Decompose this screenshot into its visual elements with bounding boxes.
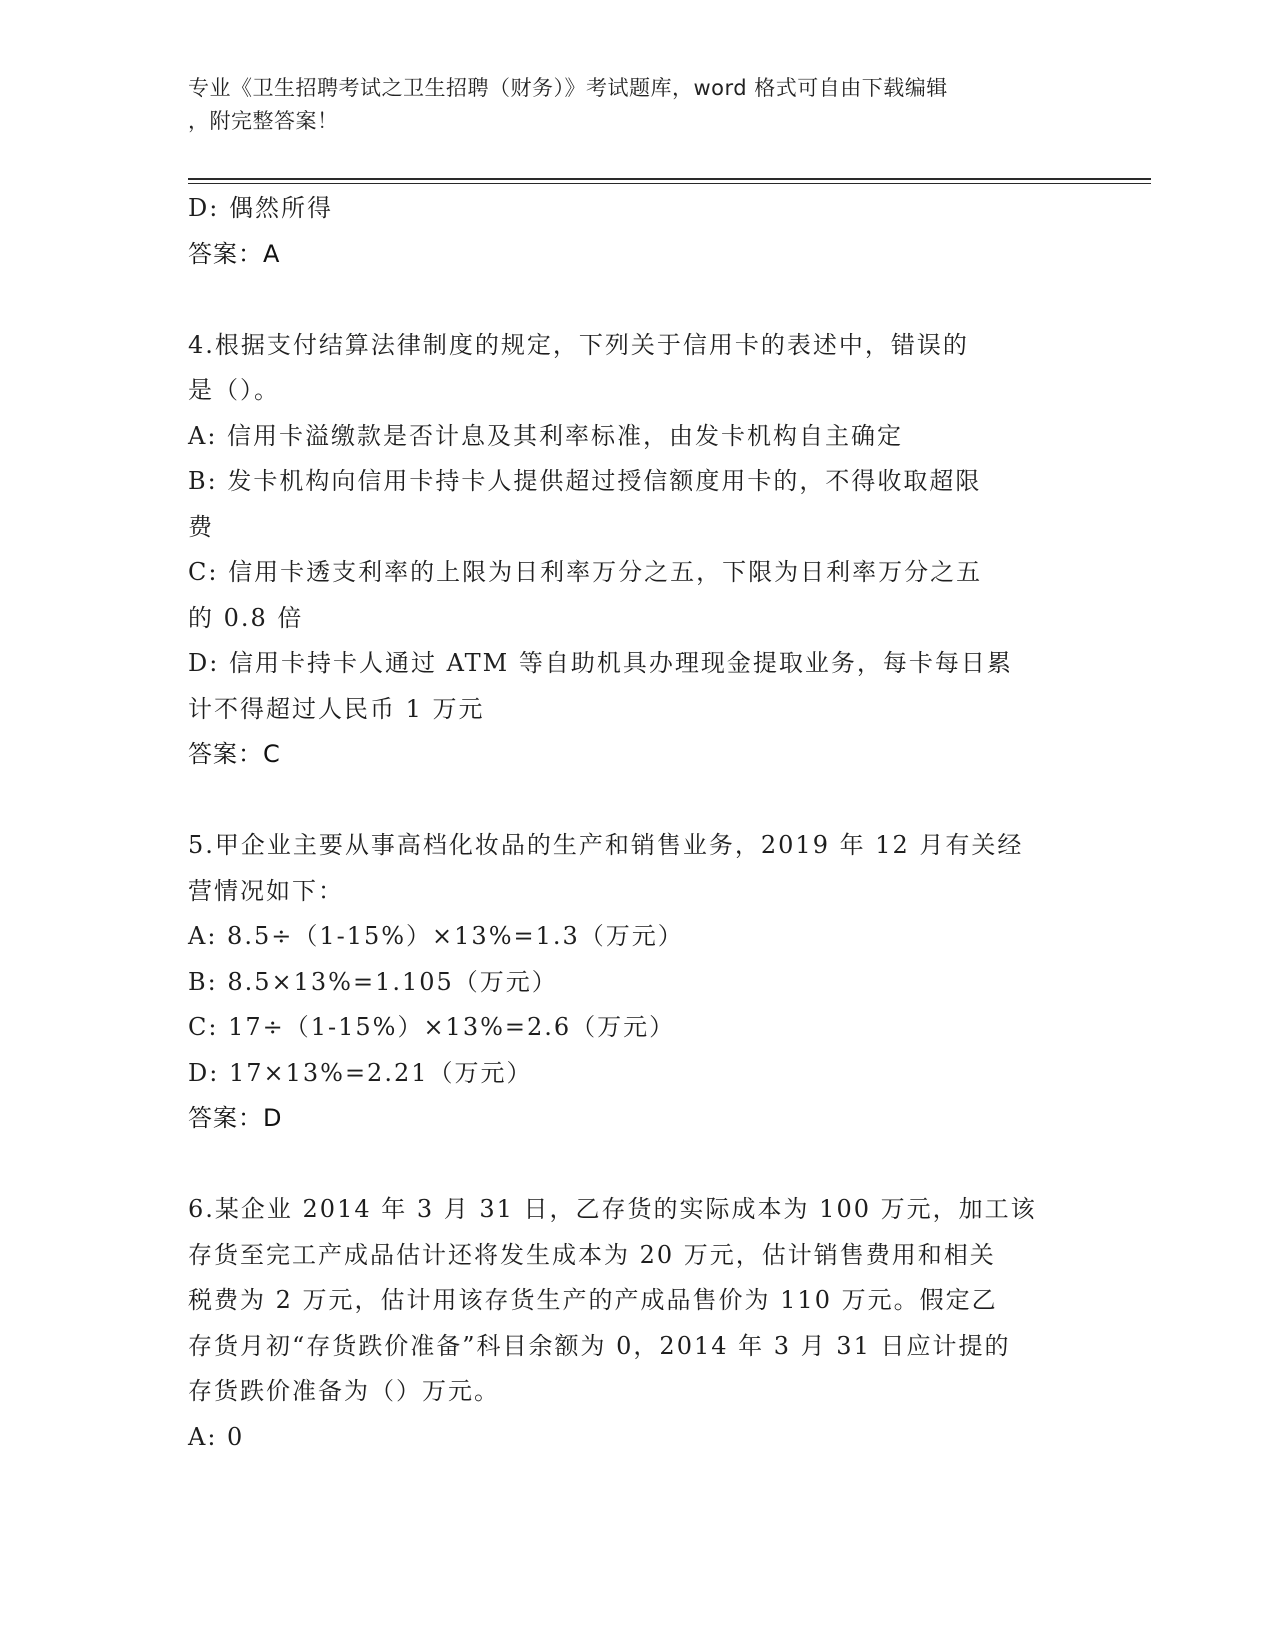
question-5 bbox=[188, 823, 1088, 1142]
q4-option-b-line-1: B: 发卡机构向信用卡持卡人提供超过授信额度用卡的，不得收取超限 bbox=[188, 467, 982, 495]
q4-option-a: A: 信用卡溢缴款是否计息及其利率标准，由发卡机构自主确定 bbox=[188, 421, 904, 450]
q6-stem-line-4: 存货月初“存货跌价准备”科目余额为 0，2014 年 3 月 31 日应计提的 bbox=[188, 1331, 1011, 1360]
header-title-line-1: 专业《卫生招聘考试之卫生招聘（财务）》考试题库，word 格式可自由下载编辑 bbox=[188, 76, 948, 100]
q5-stem-line-2: 营情况如下： bbox=[188, 876, 344, 905]
q5-option-d: D: 17×13%=2.21（万元） bbox=[188, 1058, 533, 1087]
prev-option-d: D: 偶然所得 bbox=[188, 194, 333, 222]
question-content bbox=[188, 186, 1088, 1460]
q6-option-a: A: 0 bbox=[188, 1422, 245, 1451]
spacer bbox=[188, 778, 1088, 824]
q4-option-c-line-2: 的 0.8 倍 bbox=[188, 603, 304, 632]
q4-option-c-line-1: C: 信用卡透支利率的上限为日利率万分之五，下限为日利率万分之五 bbox=[188, 558, 983, 586]
q6-stem-line-3: 税费为 2 万元，估计用该存货生产的产成品售价为 110 万元。假定乙 bbox=[188, 1286, 998, 1314]
document-header bbox=[188, 72, 1068, 138]
q4-stem-line-2: 是（）。 bbox=[188, 376, 280, 404]
q4-option-d-line-2: 计不得超过人民币 1 万元 bbox=[188, 694, 485, 723]
q4-option-b-line-2: 费 bbox=[188, 512, 214, 541]
q5-option-b: B: 8.5×13%=1.105（万元） bbox=[188, 967, 558, 996]
header-title-line-2: ，附完整答案！ bbox=[188, 109, 339, 133]
q4-answer: 答案：C bbox=[188, 740, 281, 768]
prev-answer: 答案：A bbox=[188, 239, 281, 268]
spacer bbox=[188, 1142, 1088, 1188]
question-6 bbox=[188, 1187, 1088, 1460]
q6-stem-line-1: 6.某企业 2014 年 3 月 31 日，乙存货的实际成本为 100 万元，加工该 bbox=[188, 1195, 1037, 1223]
q6-stem-line-5: 存货跌价准备为（）万元。 bbox=[188, 1377, 500, 1405]
question-4 bbox=[188, 323, 1088, 778]
q4-option-d-line-1: D: 信用卡持卡人通过 ATM 等自助机具办理现金提取业务，每卡每日累 bbox=[188, 649, 1013, 677]
q5-option-a: A: 8.5÷（1-15%）×13%=1.3（万元） bbox=[188, 922, 684, 950]
q5-option-c: C: 17÷（1-15%）×13%=2.6（万元） bbox=[188, 1013, 676, 1041]
header-divider-thin bbox=[188, 183, 1151, 184]
q5-stem-line-1: 5.甲企业主要从事高档化妆品的生产和销售业务，2019 年 12 月有关经 bbox=[188, 831, 1024, 859]
q5-answer: 答案：D bbox=[188, 1104, 283, 1132]
q6-stem-line-2: 存货至完工产成品估计还将发生成本为 20 万元，估计销售费用和相关 bbox=[188, 1240, 996, 1269]
q4-stem-line-1: 4.根据支付结算法律制度的规定，下列关于信用卡的表述中，错误的 bbox=[188, 330, 969, 359]
spacer bbox=[188, 277, 1088, 323]
header-divider bbox=[188, 178, 1151, 180]
